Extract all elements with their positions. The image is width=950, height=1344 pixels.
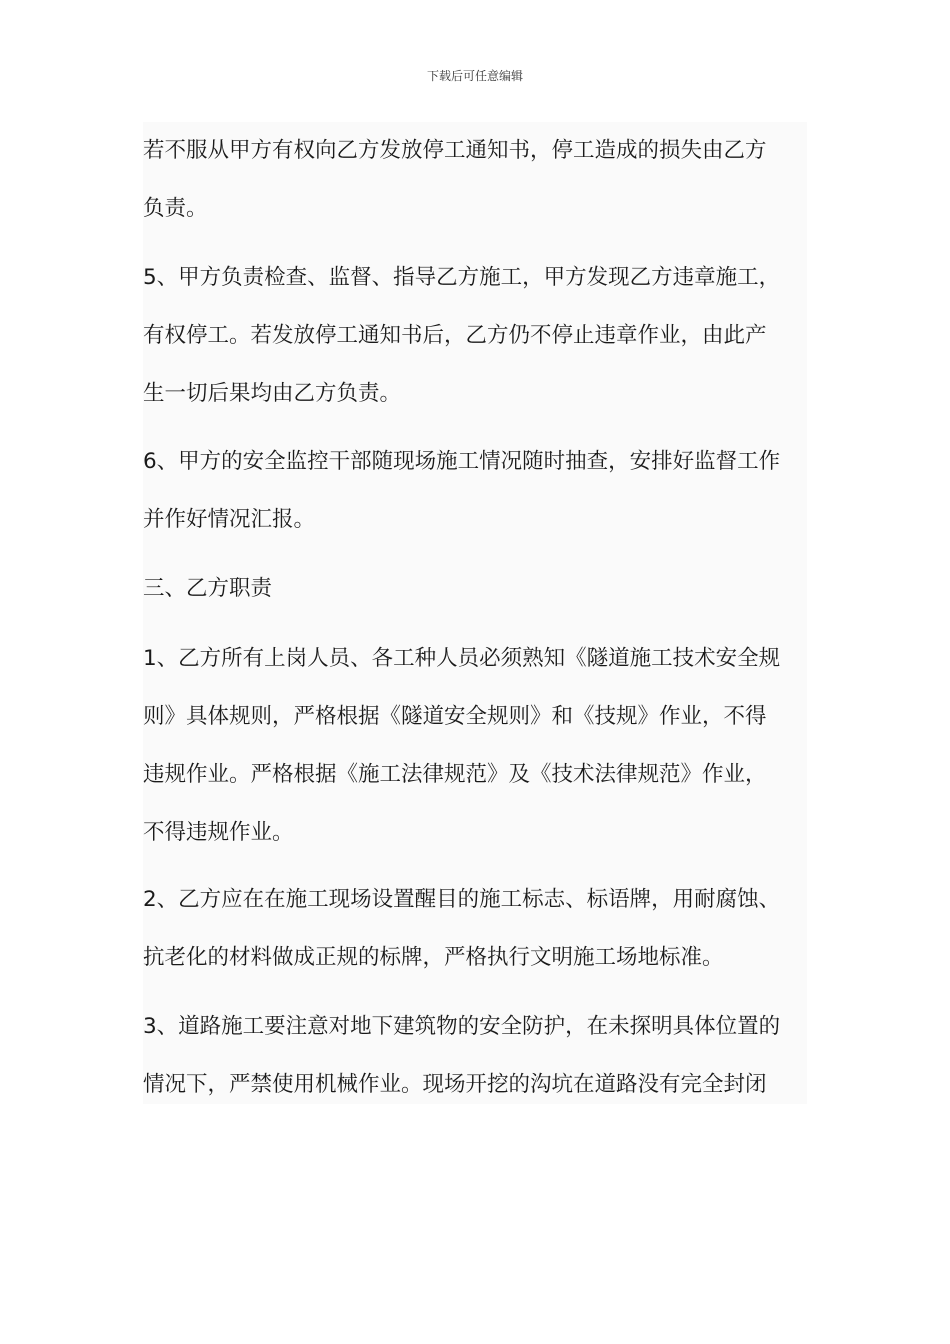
text-line: 若不服从甲方有权向乙方发放停工通知书，停工造成的损失由乙方	[143, 138, 767, 163]
text-line: 3、道路施工要注意对地下建筑物的安全防护，在未探明具体位置的	[143, 1014, 781, 1039]
text-line: 生一切后果均由乙方负责。	[143, 381, 402, 406]
paragraph-continuation	[143, 122, 807, 238]
text-line: 1、乙方所有上岗人员、各工种人员必须熟知《隧道施工技术安全规	[143, 646, 781, 671]
text-line: 不得违规作业。	[143, 820, 294, 845]
paragraph-item-5	[143, 249, 807, 423]
paragraph-b-item-1	[143, 630, 807, 862]
page-header-note: 下载后可任意编辑	[426, 69, 523, 83]
paragraph-b-item-2	[143, 871, 807, 987]
paragraph-b-item-3	[143, 998, 807, 1114]
text-line: 抗老化的材料做成正规的标牌，严格执行文明施工场地标准。	[143, 945, 724, 970]
text-line: 违规作业。严格根据《施工法律规范》及《技术法律规范》作业，	[143, 762, 767, 787]
text-line: 5、甲方负责检查、监督、指导乙方施工，甲方发现乙方违章施工，	[143, 265, 781, 290]
text-line: 6、甲方的安全监控干部随现场施工情况随时抽查，安排好监督工作	[143, 449, 781, 474]
section-heading-party-b-duties	[143, 560, 807, 618]
text-line: 则》具体规则，严格根据《隧道安全规则》和《技规》作业，不得	[143, 704, 767, 729]
text-line: 负责。	[143, 196, 208, 221]
text-line: 有权停工。若发放停工通知书后，乙方仍不停止违章作业，由此产	[143, 323, 767, 348]
section-heading: 三、乙方职责	[143, 576, 273, 601]
text-line: 2、乙方应在在施工现场设置醒目的施工标志、标语牌，用耐腐蚀、	[143, 887, 781, 912]
text-line: 并作好情况汇报。	[143, 507, 316, 532]
paragraph-item-6	[143, 433, 807, 549]
text-line: 情况下，严禁使用机械作业。现场开挖的沟坑在道路没有完全封闭	[143, 1072, 767, 1097]
document-body	[143, 122, 807, 1104]
